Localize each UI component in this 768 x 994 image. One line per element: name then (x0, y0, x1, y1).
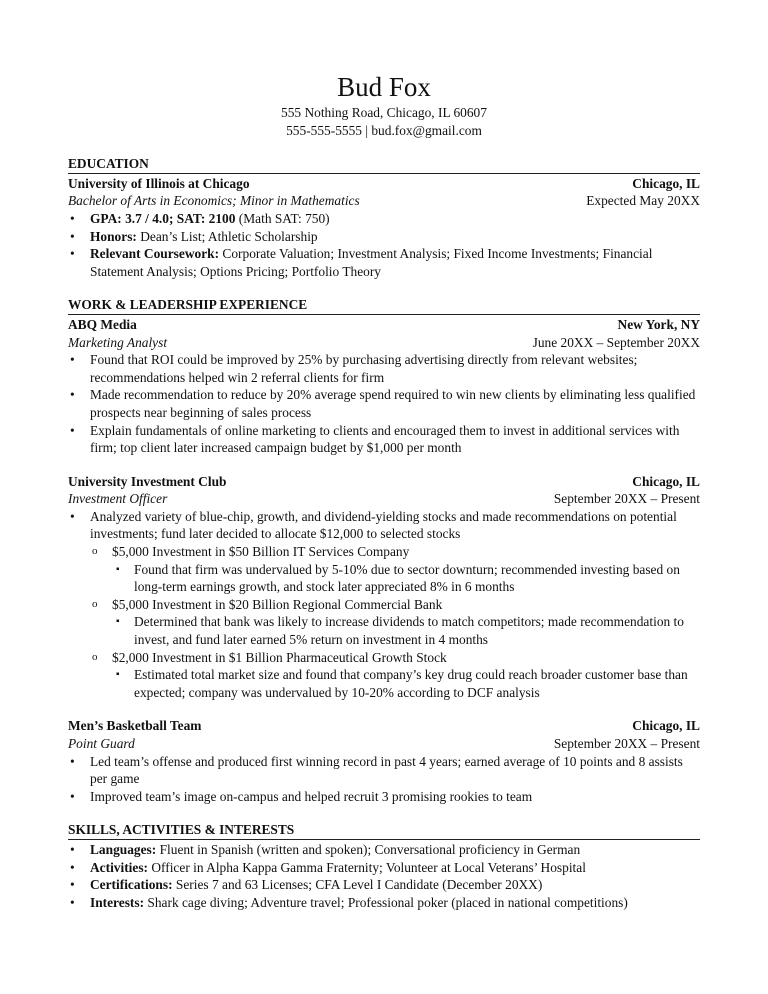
circle-bullet-icon: o (92, 650, 98, 663)
role-title: Marketing Analyst (68, 334, 168, 350)
club-bullets (68, 508, 700, 702)
basketball-team-entry (68, 717, 700, 805)
item-text: Found that ROI could be improved by 25% by purchasing advertising directly from relevant websites; recommendations helped win 2 referral clients for firm (90, 352, 638, 385)
bullet-icon: • (70, 246, 75, 262)
list-item (68, 386, 700, 421)
role-dates: June 20XX – September 20XX (532, 334, 700, 350)
item-text: Led team’s offense and produced first winning record in past 4 years; earned average of 10 points and 8 assists per game (90, 753, 683, 787)
skills-heading: SKILLS, ACTIVITIES & INTERESTS (68, 821, 700, 840)
education-degree-row (68, 192, 700, 210)
bullet-icon: • (70, 753, 75, 769)
list-item (68, 245, 700, 280)
detail-list (112, 613, 700, 648)
entry-header-row (68, 717, 700, 735)
bullet-icon: • (70, 352, 75, 368)
list-item (68, 351, 700, 386)
education-heading: EDUCATION (68, 155, 700, 174)
detail-list (112, 666, 700, 701)
item-label: GPA: 3.7 / 4.0; SAT: 2100 (90, 210, 236, 226)
entry-role-row (68, 735, 700, 753)
list-item (112, 613, 700, 648)
experience-section (68, 296, 700, 805)
experience-heading: WORK & LEADERSHIP EXPERIENCE (68, 296, 700, 315)
list-item (68, 753, 700, 788)
investment-club-entry (68, 473, 700, 702)
item-text: Improved team’s image on-campus and helped recruit 3 promising rookies to team (90, 788, 533, 804)
item-text: $2,000 Investment in $1 Billion Pharmaceutical Growth Stock (112, 649, 447, 665)
list-item (90, 649, 700, 702)
candidate-name: Bud Fox (337, 72, 431, 102)
education-bullets (68, 210, 700, 280)
list-item (68, 228, 700, 246)
list-item (68, 859, 700, 877)
bullet-icon: • (70, 841, 75, 857)
item-text: Explain fundamentals of online marketing to clients and encouraged them to invest in additional services with firm; top client later increased campaign budget by $1,000 per month (90, 422, 680, 456)
role-dates: September 20XX – Present (553, 491, 700, 507)
detail-list (112, 561, 700, 596)
investment-list (90, 543, 700, 701)
org-name: ABQ Media (68, 316, 137, 332)
list-item (68, 788, 700, 806)
bullet-icon: • (70, 508, 75, 524)
list-item (90, 543, 700, 596)
bullet-icon: • (70, 228, 75, 244)
list-item (68, 876, 700, 894)
school-name: University of Illinois at Chicago (68, 175, 250, 191)
team-bullets (68, 753, 700, 806)
org-location: New York, NY (617, 316, 700, 332)
role-title: Investment Officer (68, 491, 168, 507)
role-dates: September 20XX – Present (553, 736, 700, 751)
org-location: Chicago, IL (632, 718, 700, 734)
item-label: Languages: (90, 841, 157, 857)
item-text: Dean’s List; Athletic Scholarship (136, 228, 318, 244)
list-item (68, 841, 700, 859)
role-title: Point Guard (68, 736, 135, 751)
org-name: Men’s Basketball Team (68, 718, 202, 734)
list-item (68, 508, 700, 702)
graduation-date: Expected May 20XX (586, 193, 700, 209)
education-school-row (68, 175, 700, 193)
list-item (112, 561, 700, 596)
square-bullet-icon: ▪ (116, 669, 120, 681)
item-text: Estimated total market size and found that company’s key drug could reach broader customer base than expected; company was undervalued by 10-20% according to DCF analysis (134, 667, 688, 700)
bullet-icon: • (70, 788, 75, 804)
skills-section (68, 821, 700, 911)
circle-bullet-icon: o (92, 597, 98, 610)
item-text: $5,000 Investment in $50 Billion IT Services Company (112, 544, 410, 560)
item-label: Certifications: (90, 877, 173, 893)
circle-bullet-icon: o (92, 545, 98, 558)
entry-header-row (68, 316, 700, 334)
abq-media-entry (68, 316, 700, 457)
item-label: Relevant Coursework: (90, 246, 220, 262)
item-text: Shark cage diving; Adventure travel; Professional poker (placed in national competitions) (144, 894, 628, 910)
item-text: Determined that bank was likely to increase dividends to match competitors; made recommendation to invest, and fund later earned 5% return on investment in 4 months (134, 614, 684, 648)
bullet-icon: • (70, 210, 75, 226)
item-text: Series 7 and 63 Licenses; CFA Level I Candidate (December 20XX) (172, 877, 543, 893)
education-section (68, 155, 700, 280)
item-label: Interests: (90, 894, 145, 910)
list-item (68, 894, 700, 912)
contact-line: 555-555-5555 | bud.fox@gmail.com (286, 122, 482, 138)
item-text: Analyzed variety of blue-chip, growth, and dividend-yielding stocks and made recommendations on potential investments; fund later decided to allocate $12,000 to selected stocks (90, 508, 677, 542)
item-text: Found that firm was undervalued by 5-10% due to sector downturn; recommended investing based on long-term earnings growth, and stock later appreciated 8% in 6 months (134, 561, 680, 595)
item-text: (Math SAT: 750) (235, 210, 330, 226)
bullet-icon: • (70, 894, 75, 910)
skills-bullets (68, 841, 700, 911)
square-bullet-icon: ▪ (116, 616, 120, 628)
item-text: $5,000 Investment in $20 Billion Regional Commercial Bank (112, 596, 443, 612)
bullet-icon: • (70, 877, 75, 893)
item-text: Officer in Alpha Kappa Gamma Fraternity; Volunteer at Local Veterans’ Hospital (148, 859, 586, 875)
entry-header-row (68, 473, 700, 491)
entry-role-row (68, 334, 700, 352)
list-item (90, 596, 700, 649)
bullet-icon: • (70, 422, 75, 438)
address-line: 555 Nothing Road, Chicago, IL 60607 (281, 105, 487, 120)
item-text: Made recommendation to reduce by 20% average spend required to win new clients by eliminating less qualified prospects near beginning of sales process (90, 387, 696, 420)
org-name: University Investment Club (68, 473, 227, 489)
school-location: Chicago, IL (632, 175, 700, 191)
item-text: Fluent in Spanish (written and spoken); Conversational proficiency in German (156, 841, 581, 857)
abq-bullets (68, 351, 700, 457)
item-label: Honors: (90, 228, 137, 244)
list-item (68, 210, 700, 228)
item-label: Activities: (90, 859, 149, 875)
list-item (112, 666, 700, 701)
degree: Bachelor of Arts in Economics; Minor in Mathematics (68, 193, 360, 209)
item-text: Corporate Valuation; Investment Analysis; Fixed Income Investments; Financial Statement Analysis; Options Pricing; Portfolio Theory (90, 246, 653, 279)
org-location: Chicago, IL (632, 473, 700, 489)
bullet-icon: • (70, 387, 75, 403)
list-item (68, 422, 700, 457)
square-bullet-icon: ▪ (116, 563, 120, 575)
entry-role-row (68, 490, 700, 508)
bullet-icon: • (70, 859, 75, 875)
